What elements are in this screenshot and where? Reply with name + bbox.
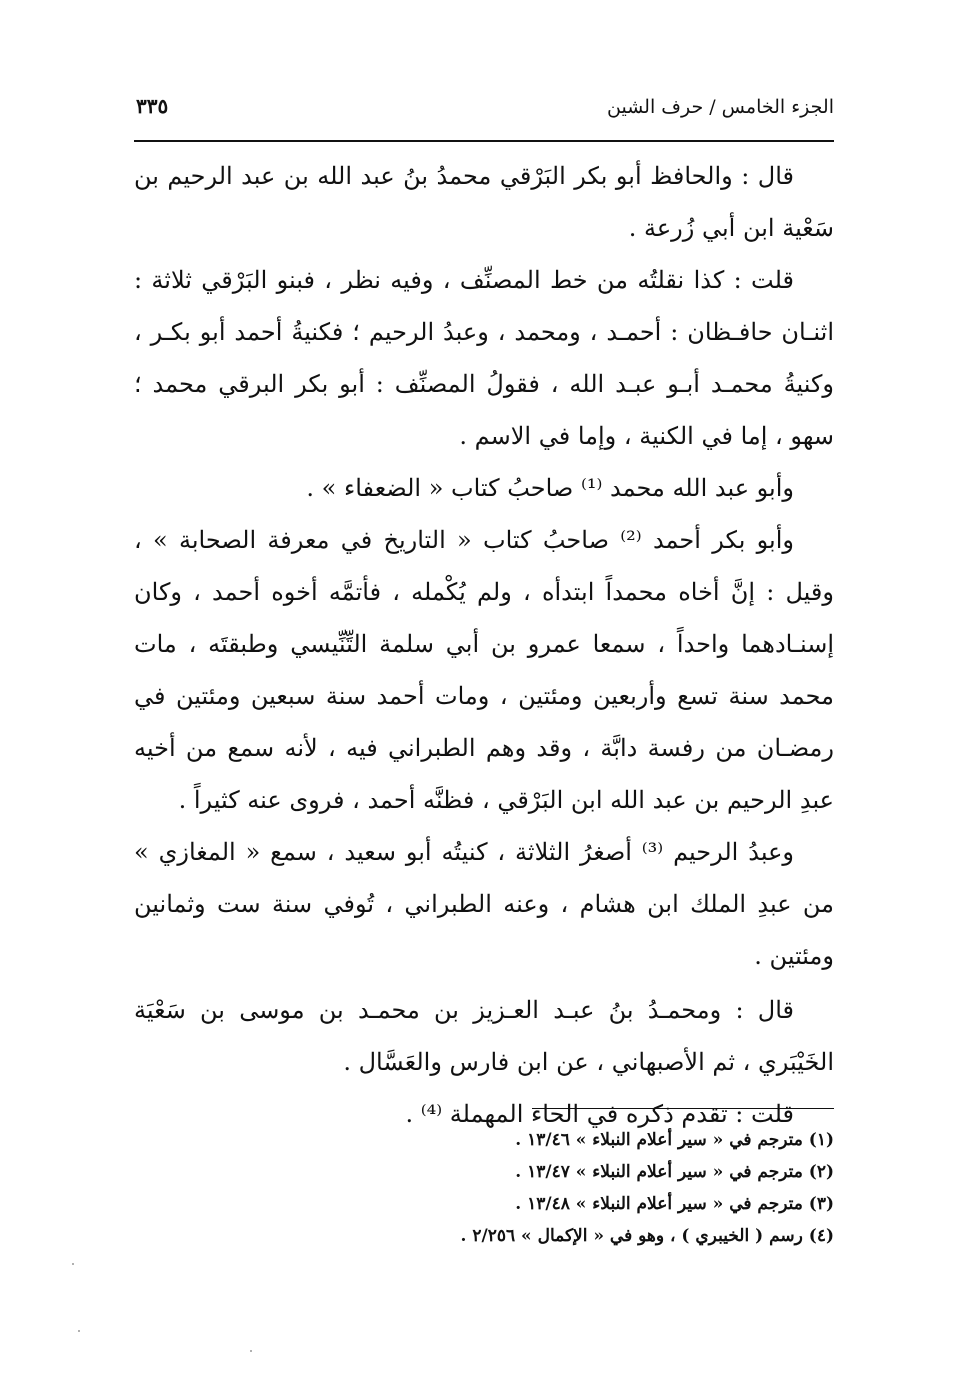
paragraph: قلت : تقدم ذكره في الحاء المهملة ⁽⁴⁾ . xyxy=(405,1100,794,1128)
paragraph: وأبو عبد الله محمد ⁽¹⁾ صاحبُ كتاب « الضعفاء » . xyxy=(306,474,794,502)
running-title: الجزء الخامس / حرف الشين xyxy=(607,96,834,118)
scan-speck xyxy=(250,1350,252,1352)
paragraph: قال : والحافظ أبو بكر البَرْقي محمدُ بنُ عبد الله بن عبد الرحيم بن سَعْية ابن أبي زُرعة . xyxy=(134,162,834,242)
page-header xyxy=(134,90,834,130)
paragraph: وأبو بكر أحمد ⁽²⁾ صاحبُ كتاب « التاريخ في معرفة الصحابة » ، وقيل : إنَّ أخاه محمداً ابتدأه ، ولم يُكْمله ، فأتمَّه أخوه أحمد ، وكان إسنـادهما واحداً ، سمعا عمرو بن أبي سلمة التِّنِّيسي وطبقتَه ، مات محمد سنة تسع وأربعين ومئتين ، ومات أحمد سنة سبعين ومئتين في رمضـان من رفسة دابَّة ، وقد وهم الطبراني فيه ، لأنه سمع من أخيه عبدِ الرحيم بن عبد الله ابن البَرْقي ، فظنَّه أحمد ، فروى عنه كثيراً . xyxy=(134,526,834,814)
footnote: (٢) مترجم في « سير أعلام النبلاء » ١٣/٤٧ . xyxy=(515,1162,834,1182)
paragraph: قلت : كذا نقلتُه من خط المصنِّف ، وفيه نظر ، فبنو البَرْقي ثلاثة : اثنـان حافـظان : أحمـد ، ومحمد ، وعبدُ الرحيم ؛ فكنيةُ أحمد أبو بكـر ، وكنيةُ محمـد أبـو عبـد الله ، فقولُ المصنِّف : أبو بكر البرقي محمد ؛ سهو ، إما في الكنية ، وإما في الاسم . xyxy=(134,266,834,450)
footnotes xyxy=(134,1124,834,1252)
paragraph: وعبدُ الرحيم ⁽³⁾ أصغرُ الثلاثة ، كنيتُه أبو سعيد ، سمع « المغازي » من عبدِ الملك ابن هشام ، وعنه الطبراني ، تُوفي سنة ست وثمانين ومئتين . xyxy=(134,838,834,970)
footnote: (١) مترجم في « سير أعلام النبلاء » ١٣/٤٦ . xyxy=(515,1130,834,1150)
footnote-divider xyxy=(532,1108,834,1109)
header-divider xyxy=(134,140,834,142)
page-number: ٣٣٥ xyxy=(136,94,169,118)
main-text xyxy=(134,150,834,1140)
footnote: (٣) مترجم في « سير أعلام النبلاء » ١٣/٤٨ . xyxy=(515,1194,834,1214)
scan-speck xyxy=(72,1263,74,1265)
scan-speck xyxy=(78,1330,80,1332)
footnote: (٤) رسم ( الخيبري ) ، وهو في « الإكمال » ٢/٢٥٦ . xyxy=(460,1226,834,1246)
paragraph: قال : ومحمـدُ بنُ عبـد العـزيز بن محمـد بن موسى بن سَعْيَة الخَيْبَري ، ثم الأصبهاني ، عن ابن فارس والعَسَّال . xyxy=(134,996,834,1076)
